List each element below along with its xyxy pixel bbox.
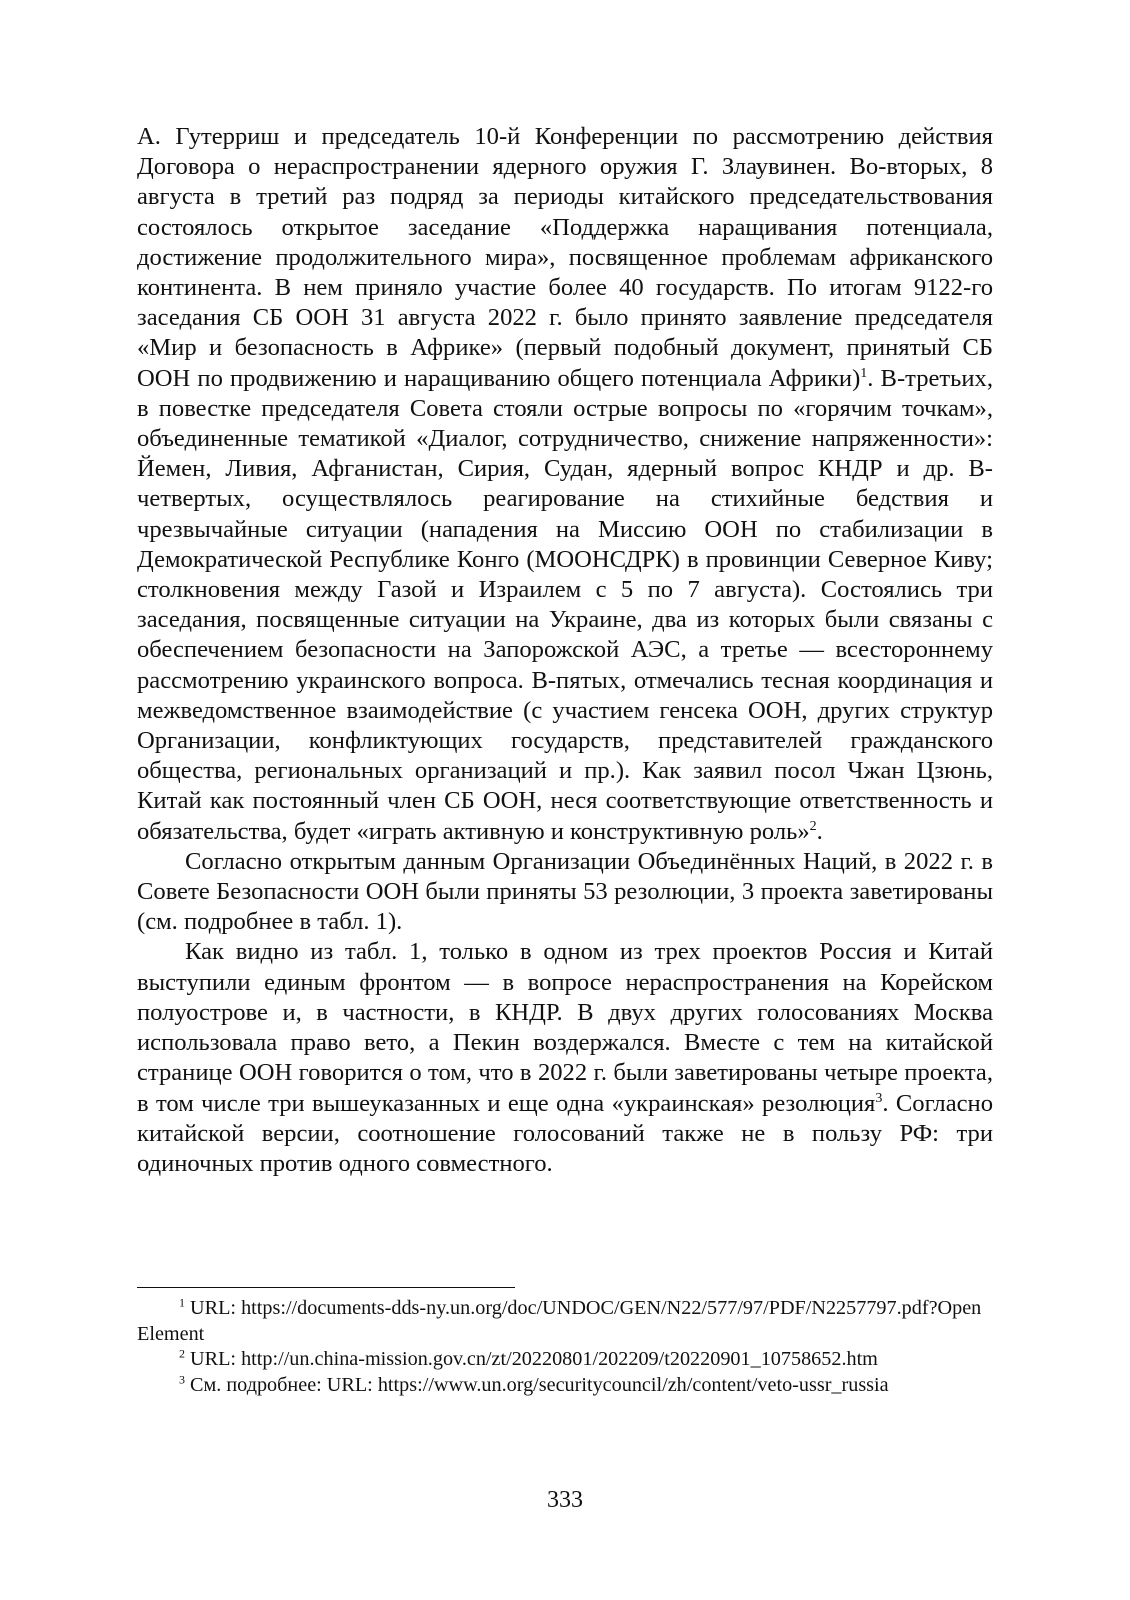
footnote-link[interactable]: См. подробнее: URL: https://www.un.org/securitycouncil/zh/content/veto-ussr_russia: [190, 1373, 889, 1396]
paragraph: [137, 937, 993, 1179]
footnote: [137, 1347, 993, 1373]
footnote: [137, 1373, 993, 1399]
paragraph-text: .: [816, 817, 823, 845]
footnote-divider: [137, 1287, 515, 1288]
footnote-number: 2: [179, 1346, 185, 1361]
footnotes: [137, 1296, 993, 1398]
paragraph: [137, 122, 993, 847]
page-number: 333: [547, 1487, 583, 1513]
paragraph-text: Как видно из табл. 1, только в одном из трех проектов Россия и Китай выступили единым фронтом — в вопросе нераспространения на Корейском полуострове и, в частности, в КНДР. В двух других голосованиях Москва использовала право вето, а Пекин воздержался. Вместе с тем на китайской странице ООН говорится о том, что в 2022 г. были заветированы четыре проекта, в том числе три вышеуказанных и еще одна «украинская» резолюция: [137, 938, 993, 1117]
footnote-number: 3: [179, 1371, 185, 1386]
paragraph-text: А. Гутерриш и председатель 10-й Конференции по рассмотрению действия Договора о нераспространении ядерного оружия Г. Злаувинен. Во-вторых, 8 августа в третий раз подряд за периоды китайского председательствования состоялось открытое заседание «Поддержка наращивания потенциала, достижение продолжительного мира», посвященное проблемам африканского континента. В нем приняло участие более 40 государств. По итогам 9122-го заседания СБ ООН 31 августа 2022 г. было принято заявление председателя «Мир и безопасность в Африке» (первый подобный документ, принятый СБ ООН по продвижению и наращиванию общего потенциала Африки): [137, 123, 993, 392]
footnote: [137, 1296, 993, 1347]
footnote-ref[interactable]: 3: [875, 1090, 883, 1106]
paragraph-text: Согласно открытым данным Организации Объединённых Наций, в 2022 г. в Совете Безопасности ООН были приняты 53 резолюции, 3 проекта заветированы (см. подробнее в табл. 1).: [137, 847, 993, 936]
paragraph-text: . Согласно китайской версии, соотношение голосований также не в пользу РФ: три одиночных против одного совместного.: [137, 1089, 993, 1177]
footnote-link[interactable]: URL: http://un.china-mission.gov.cn/zt/20220801/202209/t20220901_10758652.htm: [190, 1348, 878, 1370]
body-text: [137, 122, 993, 1179]
paragraph: [137, 847, 993, 938]
paragraph-text: . В-третьих, в повестке председателя Совета стояли острые вопросы по «горячим точкам», объединенные тематикой «Диалог, сотрудничество, снижение напряженности»: Йемен, Ливия, Афганистан, Сирия, Судан, ядерный вопрос КНДР и др. В-четвертых, осуществлялось реагирование на стихийные бедствия и чрезвычайные ситуации (нападения на Миссию ООН по стабилизации в Демократической Республике Конго (МООНСДРК) в провинции Северное Киву; столкновения между Газой и Израилем с 5 по 7 августа). Состоялись три заседания, посвященные ситуации на Украине, два из которых были связаны с обеспечением безопасности на Запорожской АЭС, а третье — всестороннему рассмотрению украинского вопроса. В-пятых, отмечались тесная координация и межведомственное взаимодействие (с участием генсека ООН, других структур Организации, конфликтующих государств, представителей гражданского общества, региональных организаций и пр.). Как заявил посол Чжан Цзюнь, Китай как постоянный член СБ ООН, неся соответствующие ответственность и обязательства, будет «играть активную и конструктивную роль»: [137, 364, 993, 845]
footnote-ref[interactable]: 1: [860, 365, 868, 381]
footnote-number: 1: [179, 1295, 185, 1310]
footnote-ref[interactable]: 2: [809, 818, 817, 834]
footnote-link[interactable]: URL: https://documents-dds-ny.un.org/doc/UNDOC/GEN/N22/577/97/PDF/N2257797.pdf?OpenElement: [137, 1297, 982, 1345]
